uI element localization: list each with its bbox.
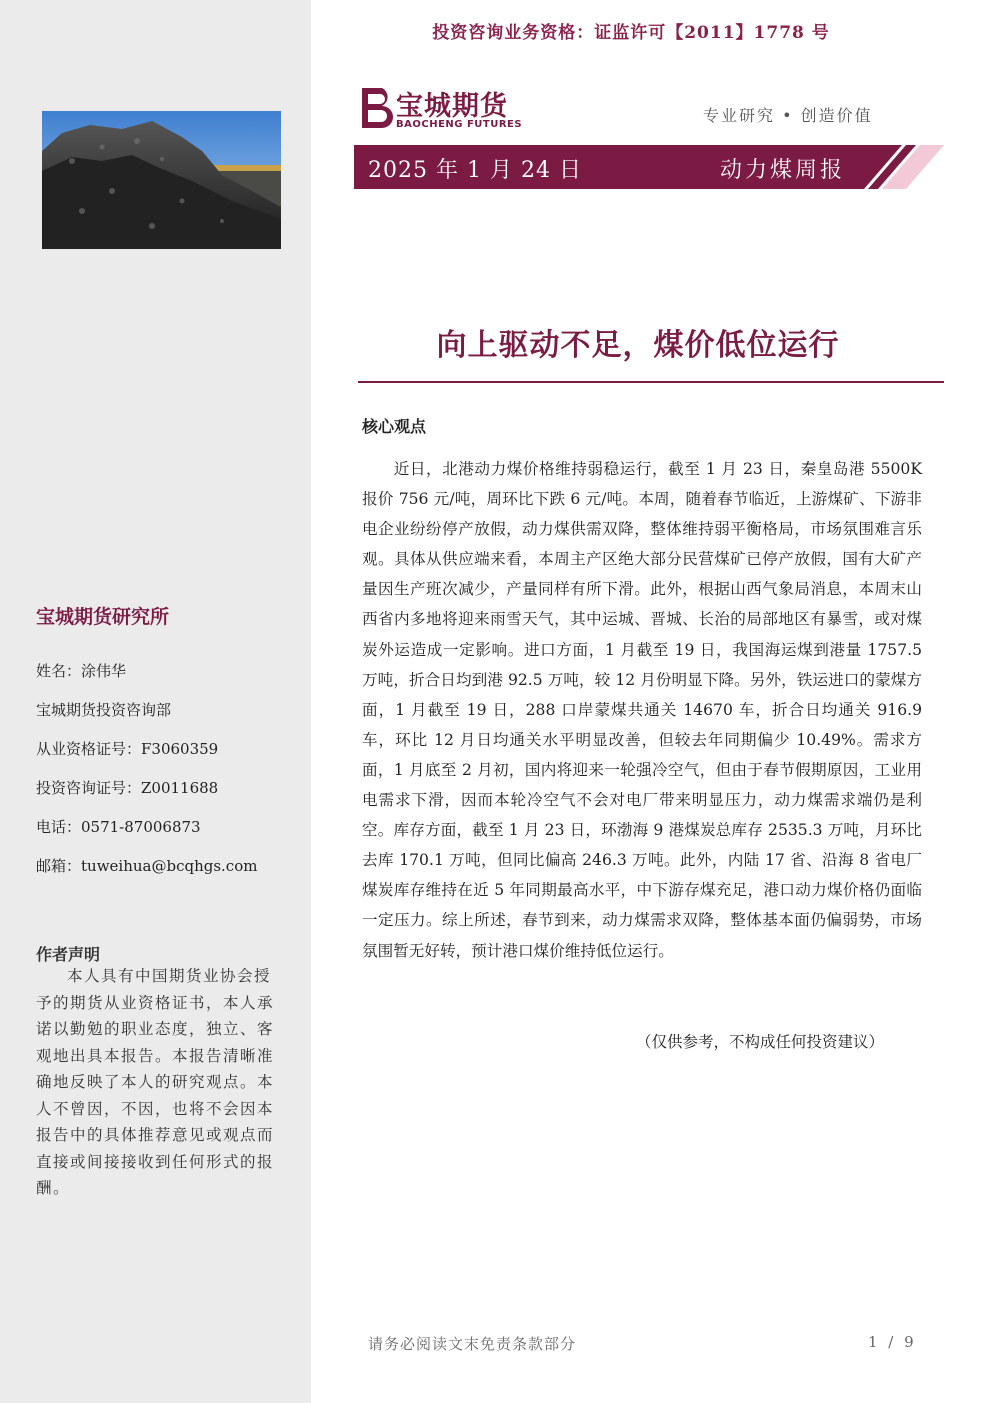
report-type: 动力煤周报 [720,158,846,183]
institute-name: 宝城期货研究所 [36,606,170,628]
page-number: 1 / 9 [868,1333,917,1351]
coal-pile-photo [42,111,281,249]
core-view-text: 近日，北港动力煤价格维持弱稳运行，截至 1 月 23 日，秦皇岛港 5500K 报价 756 元/吨，周环比下跌 6 元/吨。本周，随着春节临近，上游煤矿、下游非电企业纷纷停产放假，动力煤供需双降，整体维持弱平衡格局，市场氛围难言乐观。具体从供应端来看，本周主产区绝大部分民营煤矿已停产放假，国有大矿产量因生产班次减少，产量同样有所下滑。此外，根据山西气象局消息，本周末山西省内多地将迎来雨雪天气，其中运城、晋城、长治的局部地区有暴雪，或对煤炭外运造成一定影响。进口方面，1 月截至 19 日，我国海运煤到港量 1757.5 万吨，折合日均到港 92.5 万吨，较 12 月份明显下降。另外，铁运进口的蒙煤方面，1 月截至 19 日，288 口岸蒙煤共通关 14670 车，折合日均通关 916.9 车，环比 12 月日均通关水平明显改善，但较去年同期偏少 10.49%。需求方面，1 月底至 2 月初，国内将迎来一轮强冷空气，但由于春节假期原因，工业用电需求下滑，因而本轮冷空气不会对电厂带来明显压力，动力煤需求端仍是利空。库存方面，截至 1 月 23 日，环渤海 9 港煤炭总库存 2535.3 万吨，月环比去库 170.1 万吨，但同比偏高 246.3 万吨。此外，内陆 17 省、沿海 8 省电厂煤炭库存维持在近 5 年同期最高水平，中下游存煤充足，港口动力煤价格仍面临一定压力。综上所述，春节到来，动力煤需求双降，整体基本面仍偏弱势，市场氛围暂无好转，预计港口煤价维持低位运行。 [362,460,922,960]
core-view-body [362,454,922,966]
phone: 电话：0571-87006873 [36,818,201,836]
footer-notice: 请务必阅读文末免责条款部分 [368,1335,577,1353]
slogan: 专业研究 • 创造价值 [703,106,873,125]
report-date: 2025 年 1 月 24 日 [368,158,582,183]
reference-disclaimer: （仅供参考，不构成任何投资建议） [636,1033,885,1051]
consulting-number: 投资咨询证号：Z0011688 [36,779,219,797]
author-statement-heading: 作者声明 [36,945,101,964]
email: 邮箱：tuweihua@bcqhgs.com [36,857,258,875]
author-statement-body: 本人具有中国期货业协会授予的期货从业资格证书，本人承诺以勤勉的职业态度，独立、客观地出具本报告。本报告清晰准确地反映了本人的研究观点。本人不曾因，不因，也将不会因本报告中的具体推荐意见或观点而直接或间接接收到任何形式的报酬。 [36,967,275,1197]
logo-text-en: BAOCHENG FUTURES [396,119,523,130]
author-name: 姓名：涂伟华 [36,662,127,680]
license-line: 投资咨询业务资格：证监许可【2011】1778 号 [432,23,830,43]
department: 宝城期货投资咨询部 [36,701,172,719]
logo-text-cn: 宝城期货 [396,91,508,122]
qualification-number: 从业资格证号：F3060359 [36,740,219,758]
title-divider [358,381,944,383]
core-view-heading: 核心观点 [362,417,427,436]
page-title: 向上驱动不足，煤价低位运行 [436,328,840,363]
coal-photo-illustration [42,111,281,249]
